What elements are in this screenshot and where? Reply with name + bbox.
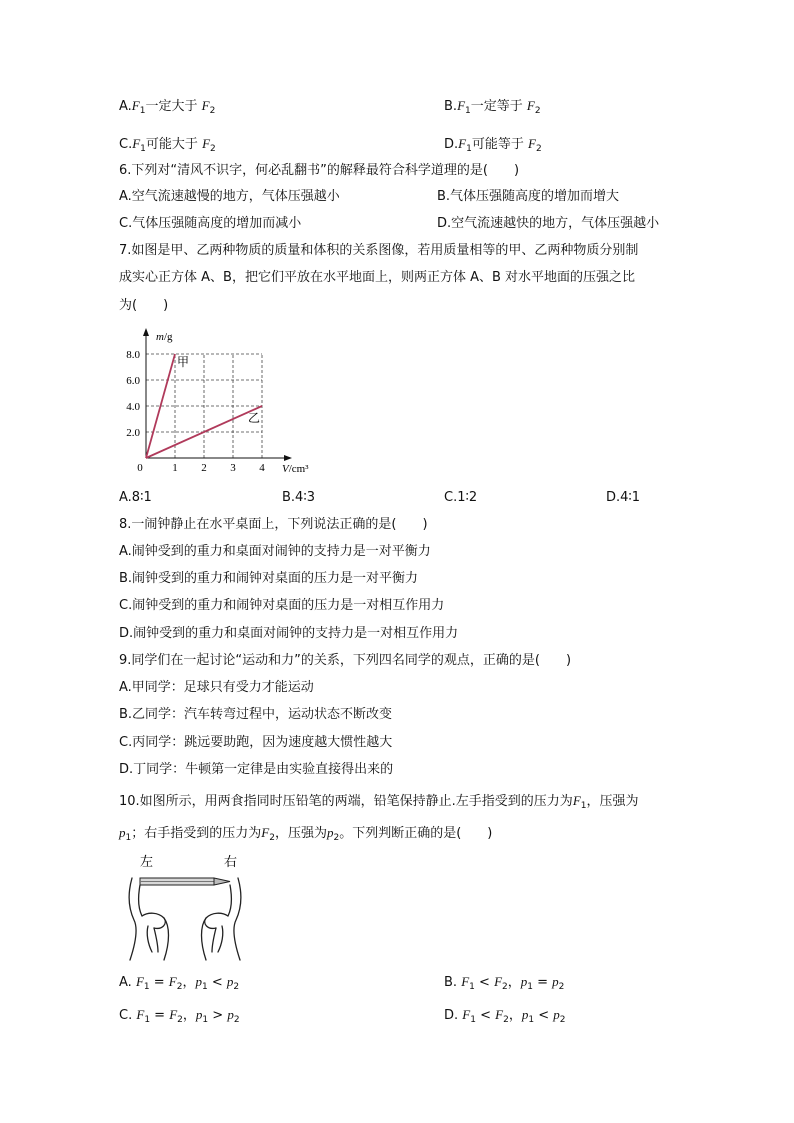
q9-stem: 9.同学们在一起讨论“运动和力”的关系，下列四名同学的观点，正确的是( )	[119, 653, 572, 668]
q7-stem-line1: 7.如图是甲、乙两种物质的质量和体积的关系图像，若用质量相等的甲、乙两种物质分别制	[119, 243, 639, 258]
fig-label-left: 左	[140, 854, 154, 869]
q5-option-d: $D.F_1$可能等于 $F_2$	[444, 136, 542, 154]
q7-stem-line2: 成实心正方体 A、B，把它们平放在水平地面上，则两正方体 A、B 对水平地面的压强之比	[119, 270, 636, 285]
q7-option-a: A.8∶1	[119, 490, 152, 505]
series-label-2: 乙	[248, 411, 261, 425]
x-tick-label-3: 3	[230, 462, 236, 474]
q7-option-b: B.4∶3	[282, 490, 315, 505]
q5-option-a: $A.F_1$一定大于 $F_2$	[119, 98, 216, 116]
x-axis-arrow	[284, 455, 292, 461]
q9-option-d: D.丁同学：牛顿第一定律是由实验直接得出来的	[119, 762, 394, 777]
q7-stem-line3: 为( )	[119, 298, 169, 313]
q8-option-b: B.闹钟受到的重力和闹钟对桌面的压力是一对平衡力	[119, 571, 419, 586]
y-tick-label-6.0: 6.0	[126, 375, 140, 387]
q5-option-c: $C.F_1$可能大于 $F_2$	[119, 136, 216, 154]
chart-axes	[143, 328, 309, 475]
right-hand	[202, 878, 241, 960]
y-axis-label: m/g	[156, 331, 173, 343]
series-label-1: 甲	[177, 355, 190, 369]
y-tick-label-8.0: 8.0	[126, 349, 140, 361]
q10-option-a: A. $F_1 = F_2$，$p_1 < p_2$	[119, 974, 240, 992]
x-axis-label: V/cm³	[282, 463, 309, 475]
q6-stem: 6.下列对“清风不识字，何必乱翻书”的解释最符合科学道理的是( )	[119, 163, 520, 178]
x-tick-label-2: 2	[201, 462, 207, 474]
q10-option-c: C. $F_1 = F_2$，$p_1 > p_2$	[119, 1007, 240, 1025]
x-tick-label-4: 4	[259, 462, 265, 474]
origin-label: 0	[137, 462, 143, 474]
q10-option-d: D. $F_1 < F_2$，$p_1 < p_2$	[444, 1007, 566, 1025]
q9-option-c: C.丙同学：跳远要助跑，因为速度越大惯性越大	[119, 735, 393, 750]
q6-option-a: A.空气流速越慢的地方，气体压强越小	[119, 189, 340, 204]
chart-grid	[146, 354, 262, 458]
q10-stem-line2: $p_1$；右手指受到的压力为$F_2$，压强为$p_2$。下列判断正确的是( )	[119, 825, 493, 843]
mass-volume-chart	[112, 322, 332, 482]
q10-stem-line1: 10.如图所示，用两食指同时压铅笔的两端，铅笔保持静止.左手指受到的压力为$F_1$，压强为	[119, 793, 639, 811]
q8-option-d: D.闹钟受到的重力和桌面对闹钟的支持力是一对相互作用力	[119, 626, 459, 641]
q9-option-b: B.乙同学：汽车转弯过程中，运动状态不断改变	[119, 707, 393, 722]
y-axis-arrow	[143, 328, 149, 336]
q7-option-c: C.1∶2	[444, 490, 478, 505]
q9-option-a: A.甲同学：足球只有受力才能运动	[119, 680, 314, 695]
q7-option-d: D.4∶1	[606, 490, 641, 505]
fig-label-right: 右	[224, 854, 238, 869]
y-tick-label-4.0: 4.0	[126, 401, 140, 413]
pencil-fingers-figure	[118, 852, 268, 964]
pencil	[140, 878, 230, 885]
q8-option-c: C.闹钟受到的重力和闹钟对桌面的压力是一对相互作用力	[119, 598, 445, 613]
q8-stem: 8.一闹钟静止在水平桌面上，下列说法正确的是( )	[119, 517, 428, 532]
q5-option-b: $B.F_1$一定等于 $F_2$	[444, 98, 541, 116]
q6-option-b: B.气体压强随高度的增加而增大	[437, 189, 620, 204]
q8-option-a: A.闹钟受到的重力和桌面对闹钟的支持力是一对平衡力	[119, 544, 431, 559]
q6-option-d: D.空气流速越快的地方，气体压强越小	[437, 216, 660, 231]
q6-option-c: C.气体压强随高度的增加而减小	[119, 216, 302, 231]
series-line-1	[146, 354, 175, 458]
x-tick-label-1: 1	[172, 462, 178, 474]
q10-option-b: B. $F_1 < F_2$，$p_1 = p_2$	[444, 974, 565, 992]
left-hand	[129, 878, 168, 960]
y-tick-label-2.0: 2.0	[126, 427, 140, 439]
